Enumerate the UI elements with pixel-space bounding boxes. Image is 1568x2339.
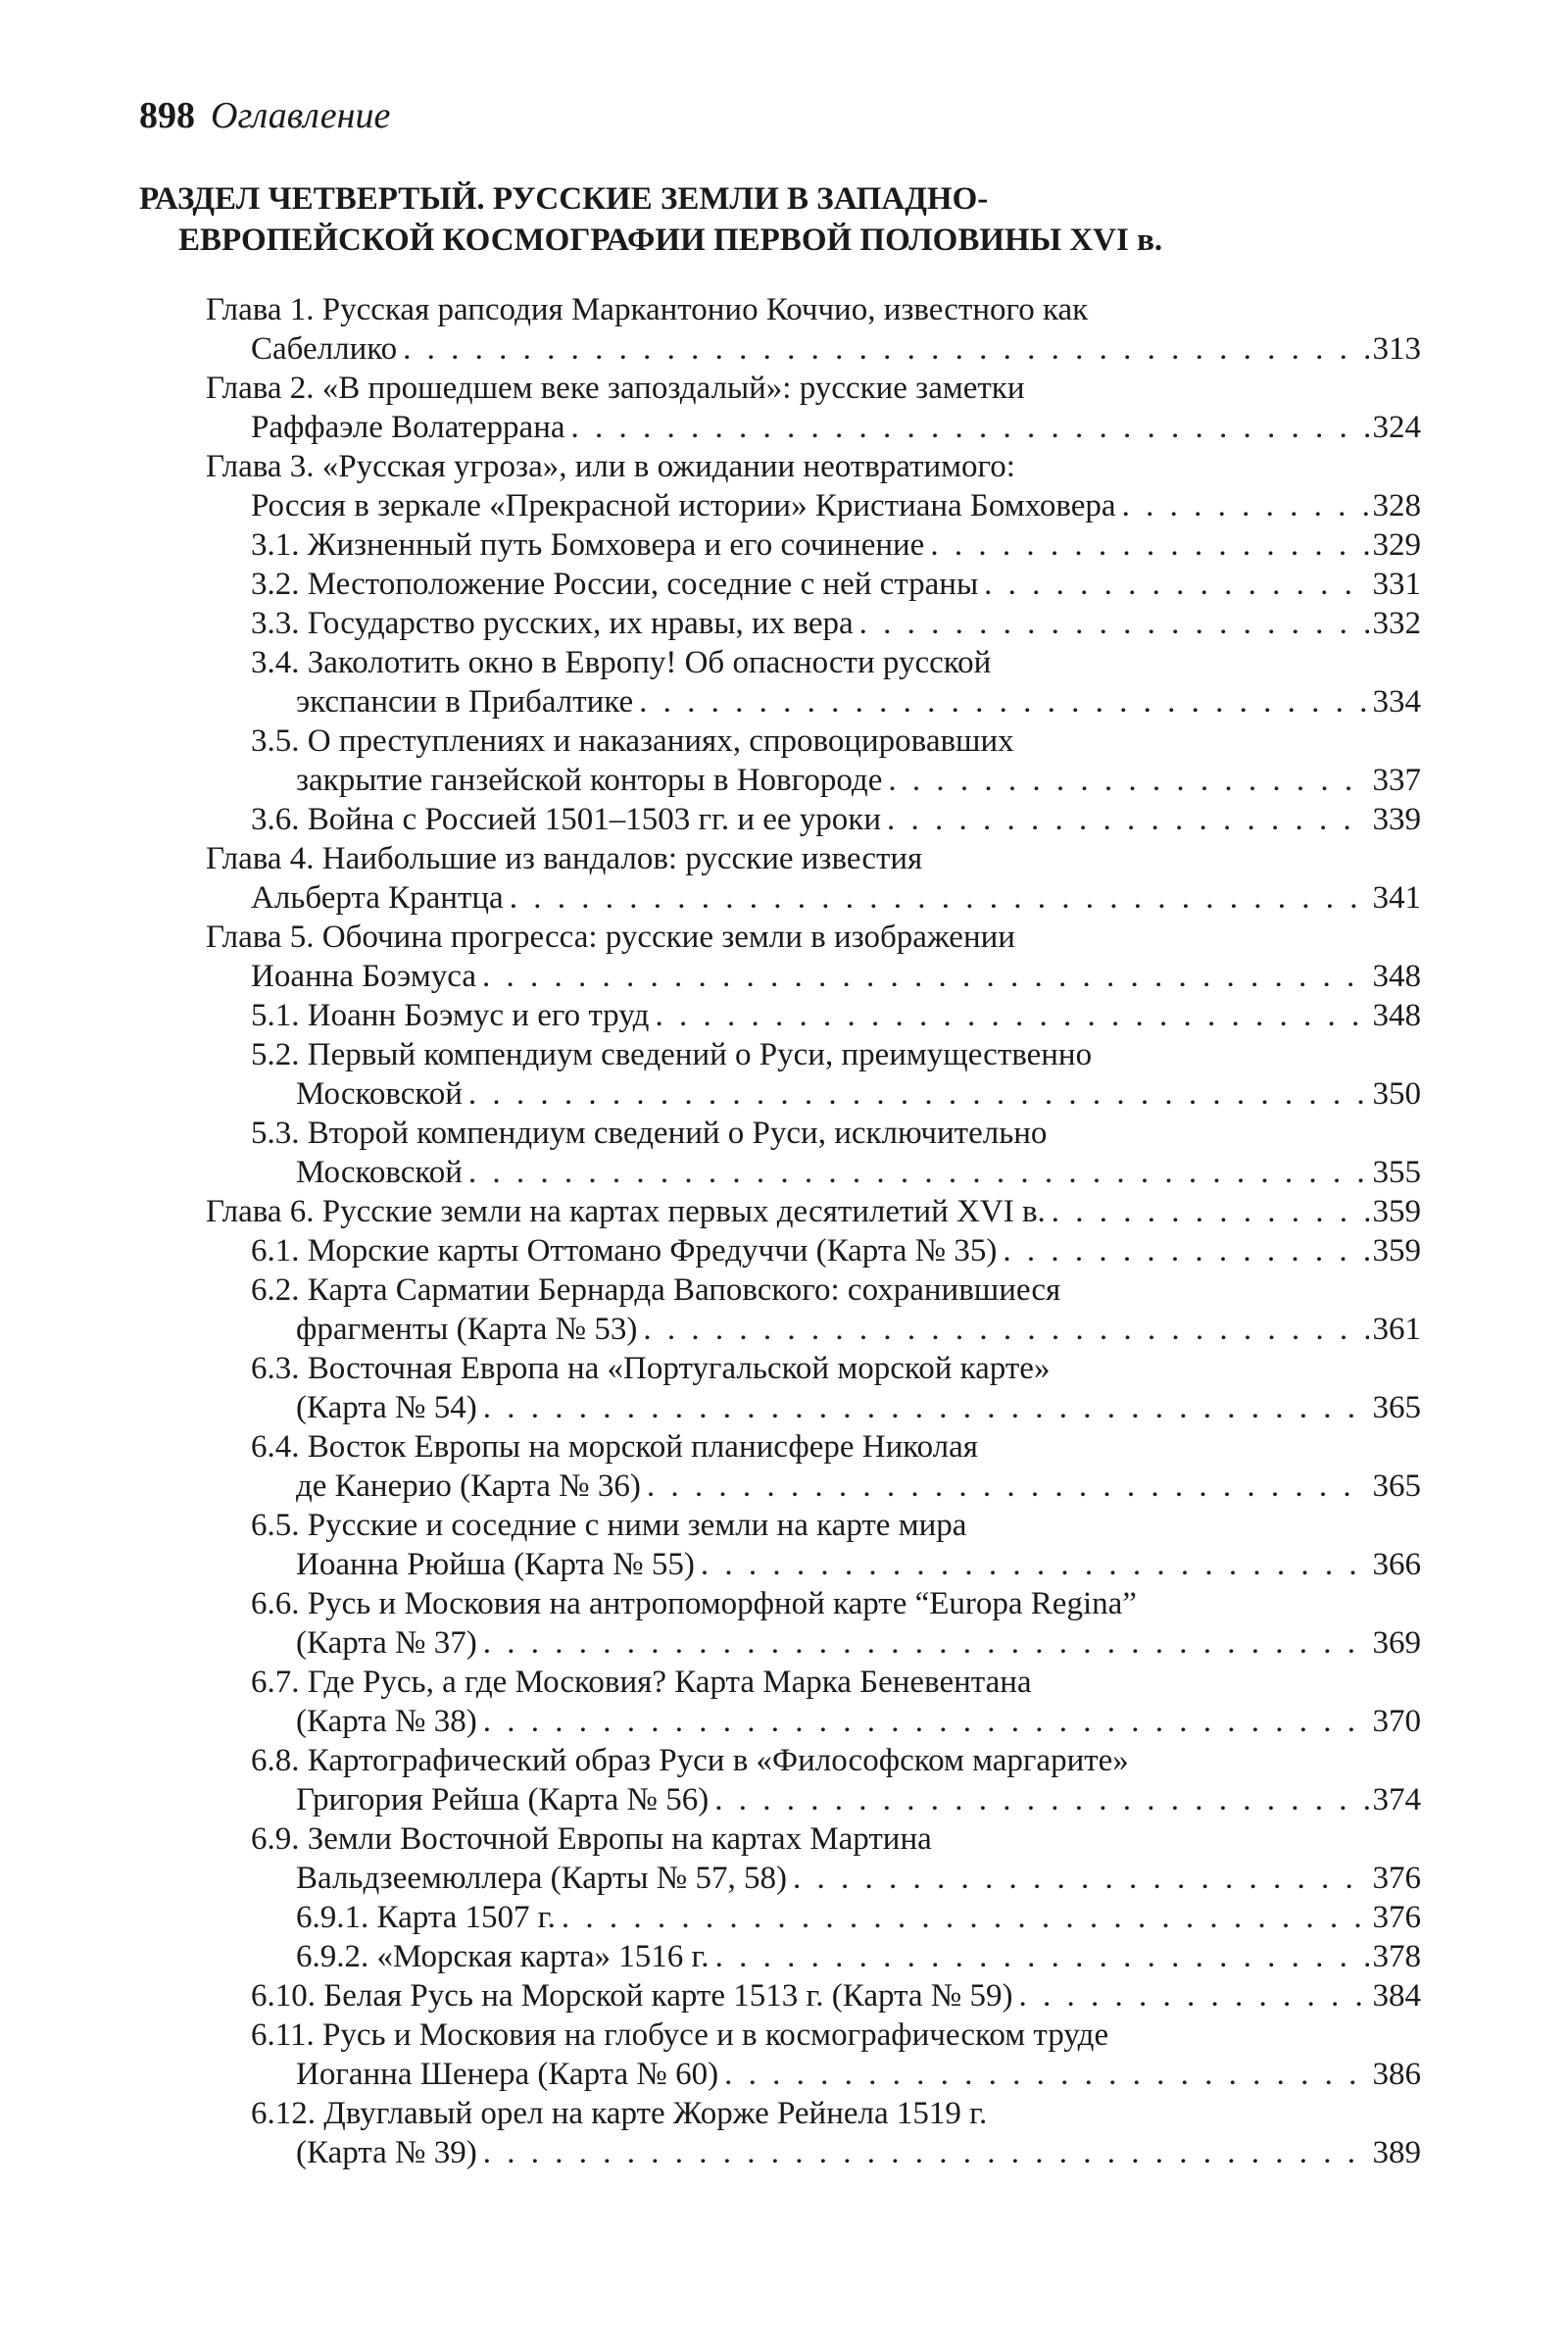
toc-entry-first-line: 6.6. Русь и Московия на антропоморфной карте “Europa Regina”: [251, 1586, 1137, 1621]
toc-entry-first-line: Глава 5. Обочина прогресса: русские земли в изображении: [206, 920, 1015, 955]
toc-page-number: 389: [1372, 2135, 1421, 2170]
toc-entry: [139, 1937, 1421, 1976]
toc-page-number: 359: [1372, 1233, 1421, 1269]
toc-entry: [139, 1976, 1421, 2016]
toc-entry-first-line: 5.3. Второй компендиум сведений о Руси, исключительно: [251, 1116, 1048, 1151]
toc-entry-last-line: [206, 878, 1421, 918]
toc-entry: [139, 1114, 1421, 1192]
toc-entry-last-line: [251, 2133, 1421, 2172]
toc-dot-leader: [483, 1388, 1369, 1427]
toc-page-number: 324: [1372, 410, 1421, 445]
toc-entry-last-line: [251, 996, 1421, 1035]
toc-list: [139, 290, 1421, 2172]
toc-entry-title: 6.9.1. Карта 1507 г.: [296, 1900, 556, 1935]
toc-entry: [139, 2016, 1421, 2094]
toc-dot-leader: [403, 329, 1368, 369]
toc-entry: [139, 1192, 1421, 1231]
toc-dot-leader: [1122, 486, 1369, 525]
toc-page-number: 331: [1372, 567, 1421, 602]
toc-entry-last-line: [206, 486, 1421, 525]
section-heading: [139, 178, 1421, 261]
toc-entry: [139, 290, 1421, 369]
toc-entry-title: 3.3. Государство русских, их нравы, их вера: [251, 606, 854, 641]
toc-entry-first-line: 3.5. О преступлениях и наказаниях, спровоцировавших: [251, 723, 1014, 759]
toc-page-number: 348: [1372, 998, 1421, 1033]
toc-entry-first-line: 6.12. Двуглавый орел на карте Жорже Рейнела 1519 г.: [251, 2096, 988, 2131]
toc-entry-last-line: [251, 682, 1421, 722]
toc-page-number: 384: [1372, 1978, 1421, 2014]
toc-entry-first-line: Глава 1. Русская рапсодия Маркантонио Коччио, известного как: [206, 292, 1089, 327]
toc-entry-title: Россия в зеркале «Прекрасной истории» Кристиана Бомховера: [251, 488, 1116, 523]
toc-entry-title: экспансии в Прибалтике: [296, 684, 634, 720]
toc-entry: [139, 1506, 1421, 1584]
toc-entry: [139, 1270, 1421, 1349]
toc-entry-last-line: [251, 761, 1421, 800]
toc-entry-last-line: [251, 1780, 1421, 1819]
toc-entry: [139, 800, 1421, 839]
toc-entry-title: 6.10. Белая Русь на Морской карте 1513 г. (Карта № 59): [251, 1978, 1013, 2014]
toc-entry: [139, 839, 1421, 918]
toc-entry-title: (Карта № 37): [296, 1625, 477, 1661]
toc-entry-title: 6.1. Морские карты Оттомано Фредуччи (Карта № 35): [251, 1233, 998, 1269]
toc-entry-title: Раффаэле Волатеррана: [251, 410, 565, 445]
toc-entry-last-line: [251, 1153, 1421, 1192]
toc-dot-leader: [714, 1780, 1368, 1819]
toc-entry-first-line: 3.4. Заколотить окно в Европу! Об опасности русской: [251, 645, 992, 680]
toc-entry-last-line: [251, 800, 1421, 839]
toc-entry: [139, 1349, 1421, 1427]
toc-entry-title: (Карта № 38): [296, 1704, 477, 1739]
toc-dot-leader: [984, 565, 1368, 604]
toc-entry: [139, 525, 1421, 565]
toc-entry: [139, 1231, 1421, 1270]
toc-entry-title: 3.2. Местоположение России, соседние с ней страны: [251, 567, 979, 602]
toc-page-number: 350: [1372, 1076, 1421, 1112]
toc-entry-last-line: [206, 329, 1421, 369]
toc-dot-leader: [715, 1937, 1369, 1976]
toc-dot-leader: [887, 800, 1369, 839]
toc-entry-last-line: [251, 604, 1421, 643]
toc-page-number: 366: [1372, 1547, 1421, 1582]
toc-dot-leader: [468, 1153, 1369, 1192]
toc-entry: [139, 447, 1421, 525]
toc-page-number: 369: [1372, 1625, 1421, 1661]
toc-entry-title: Иоанна Рюйша (Карта № 55): [296, 1547, 695, 1582]
toc-entry-title: 3.1. Жизненный путь Бомховера и его сочинение: [251, 527, 925, 563]
toc-dot-leader: [639, 682, 1368, 722]
toc-entry-first-line: 6.9. Земли Восточной Европы на картах Мартина: [251, 1821, 932, 1857]
running-title: Оглавление: [211, 95, 391, 136]
toc-page-number: 386: [1372, 2057, 1421, 2092]
toc-entry-last-line: [251, 2055, 1421, 2094]
toc-dot-leader: [562, 1898, 1369, 1937]
toc-page-number: 365: [1372, 1390, 1421, 1425]
toc-entry: [139, 369, 1421, 447]
toc-entry-last-line: [251, 1623, 1421, 1663]
toc-dot-leader: [643, 1310, 1368, 1349]
toc-page-number: 329: [1372, 527, 1421, 563]
toc-entry-last-line: [251, 1074, 1421, 1114]
toc-entry: [139, 1427, 1421, 1506]
toc-entry-last-line: [251, 1859, 1421, 1898]
toc-entry-last-line: [296, 1937, 1421, 1976]
toc-entry-last-line: [251, 1388, 1421, 1427]
toc-entry: [139, 918, 1421, 996]
toc-page-number: 376: [1372, 1861, 1421, 1896]
toc-entry-title: Московской: [296, 1076, 463, 1112]
toc-entry-title: де Канерио (Карта № 36): [296, 1468, 641, 1504]
toc-entry: [139, 604, 1421, 643]
toc-entry-last-line: [251, 1545, 1421, 1584]
toc-entry-first-line: 6.2. Карта Сарматии Бернарда Ваповского: сохранившиеся: [251, 1272, 1061, 1308]
toc-entry-title: закрытие ганзейской конторы в Новгороде: [296, 763, 883, 798]
toc-entry: [139, 1035, 1421, 1114]
toc-dot-leader: [1003, 1231, 1368, 1270]
toc-entry-first-line: Глава 2. «В прошедшем веке запоздалый»: русские заметки: [206, 371, 1025, 406]
toc-entry-last-line: [251, 525, 1421, 565]
toc-dot-leader: [482, 957, 1368, 996]
toc-entry-last-line: [251, 1702, 1421, 1741]
toc-page-number: 328: [1372, 488, 1421, 523]
toc-entry: [139, 2094, 1421, 2172]
toc-entry: [139, 1741, 1421, 1819]
toc-dot-leader: [483, 1623, 1369, 1663]
toc-entry-first-line: Глава 3. «Русская угроза», или в ожидании неотвратимого:: [206, 449, 1015, 484]
toc-page-number: 365: [1372, 1468, 1421, 1504]
toc-dot-leader: [888, 761, 1368, 800]
toc-entry: [139, 1898, 1421, 1937]
toc-dot-leader: [1052, 1192, 1369, 1231]
toc-entry-first-line: 6.3. Восточная Европа на «Португальской морской карте»: [251, 1351, 1051, 1386]
section-heading-line-1: РАЗДЕЛ ЧЕТВЕРТЫЙ. РУССКИЕ ЗЕМЛИ В ЗАПАДНО-: [139, 181, 989, 217]
toc-entry: [139, 1819, 1421, 1898]
toc-entry-title: 6.9.2. «Морская карта» 1516 г.: [296, 1939, 710, 1974]
toc-entry-title: (Карта № 39): [296, 2135, 477, 2170]
toc-page-number: 376: [1372, 1900, 1421, 1935]
toc-entry-last-line: [296, 1898, 1421, 1937]
toc-page-number: 341: [1372, 880, 1421, 916]
toc-entry-title: Глава 6. Русские земли на картах первых десятилетий XVI в.: [206, 1194, 1046, 1229]
toc-dot-leader: [724, 2055, 1368, 2094]
toc-entry-last-line: [251, 1976, 1421, 2016]
page-number: 898: [139, 95, 195, 136]
toc-dot-leader: [793, 1859, 1368, 1898]
toc-page-number: 313: [1372, 331, 1421, 367]
toc-entry-title: Московской: [296, 1155, 463, 1190]
toc-entry-last-line: [251, 1467, 1421, 1506]
running-header: [139, 94, 1421, 153]
toc-entry-last-line: [206, 408, 1421, 447]
toc-page-number: 359: [1372, 1194, 1421, 1229]
toc-entry: [139, 565, 1421, 604]
toc-entry-first-line: Глава 4. Наибольшие из вандалов: русские известия: [206, 841, 923, 876]
toc-entry-title: Григория Рейша (Карта № 56): [296, 1782, 710, 1817]
toc-page-number: 348: [1372, 959, 1421, 994]
toc-dot-leader: [647, 1467, 1369, 1506]
toc-dot-leader: [655, 996, 1368, 1035]
toc-page-number: 355: [1372, 1155, 1421, 1190]
toc-page-number: 378: [1372, 1939, 1421, 1974]
toc-entry-title: 5.1. Иоанн Боэмус и его труд: [251, 998, 650, 1033]
toc-entry-first-line: 6.5. Русские и соседние с ними земли на карте мира: [251, 1508, 967, 1543]
toc-entry-first-line: 6.4. Восток Европы на морской планисфере Николая: [251, 1429, 978, 1465]
toc-entry-first-line: 5.2. Первый компендиум сведений о Руси, преимущественно: [251, 1037, 1093, 1072]
toc-entry: [139, 643, 1421, 722]
section-heading-line-2: ЕВРОПЕЙСКОЙ КОСМОГРАФИИ ПЕРВОЙ ПОЛОВИНЫ XVI в.: [178, 223, 1163, 258]
toc-entry-last-line: [251, 565, 1421, 604]
toc-entry-title: Альберта Крантца: [251, 880, 504, 916]
toc-entry-last-line: [206, 957, 1421, 996]
toc-page-number: 334: [1372, 684, 1421, 720]
toc-page-number: 337: [1372, 763, 1421, 798]
toc-entry-first-line: 6.7. Где Русь, а где Московия? Карта Марка Беневентана: [251, 1665, 1032, 1700]
toc-entry-title: Сабеллико: [251, 331, 398, 367]
toc-page-number: 374: [1372, 1782, 1421, 1817]
toc-entry: [139, 1663, 1421, 1741]
toc-dot-leader: [510, 878, 1369, 918]
toc-entry-title: Иоанна Боэмуса: [251, 959, 477, 994]
toc-entry-first-line: 6.11. Русь и Московия на глобусе и в космографическом труде: [251, 2017, 1109, 2053]
toc-entry-title: 3.6. Война с Россией 1501–1503 гг. и ее уроки: [251, 802, 881, 837]
toc-entry-last-line: [206, 1192, 1421, 1231]
toc-entry-last-line: [251, 1231, 1421, 1270]
toc-entry-title: Вальдзеемюллера (Карты № 57, 58): [296, 1861, 788, 1896]
toc-entry-title: Иоганна Шенера (Карта № 60): [296, 2057, 719, 2092]
toc-entry-title: (Карта № 54): [296, 1390, 477, 1425]
toc-entry: [139, 996, 1421, 1035]
toc-dot-leader: [1019, 1976, 1369, 2016]
toc-entry-last-line: [251, 1310, 1421, 1349]
toc-page-number: 332: [1372, 606, 1421, 641]
toc-entry: [139, 1584, 1421, 1663]
toc-page-number: 339: [1372, 802, 1421, 837]
toc-dot-leader: [468, 1074, 1369, 1114]
toc-page-number: 361: [1372, 1312, 1421, 1347]
toc-dot-leader: [930, 525, 1368, 565]
toc-page-number: 370: [1372, 1704, 1421, 1739]
toc-dot-leader: [483, 2133, 1369, 2172]
toc-entry-title: фрагменты (Карта № 53): [296, 1312, 638, 1347]
toc-entry: [139, 722, 1421, 800]
toc-dot-leader: [701, 1545, 1369, 1584]
toc-dot-leader: [571, 408, 1369, 447]
toc-dot-leader: [483, 1702, 1369, 1741]
toc-entry-first-line: 6.8. Картографический образ Руси в «Философском маргарите»: [251, 1743, 1129, 1778]
toc-dot-leader: [859, 604, 1369, 643]
